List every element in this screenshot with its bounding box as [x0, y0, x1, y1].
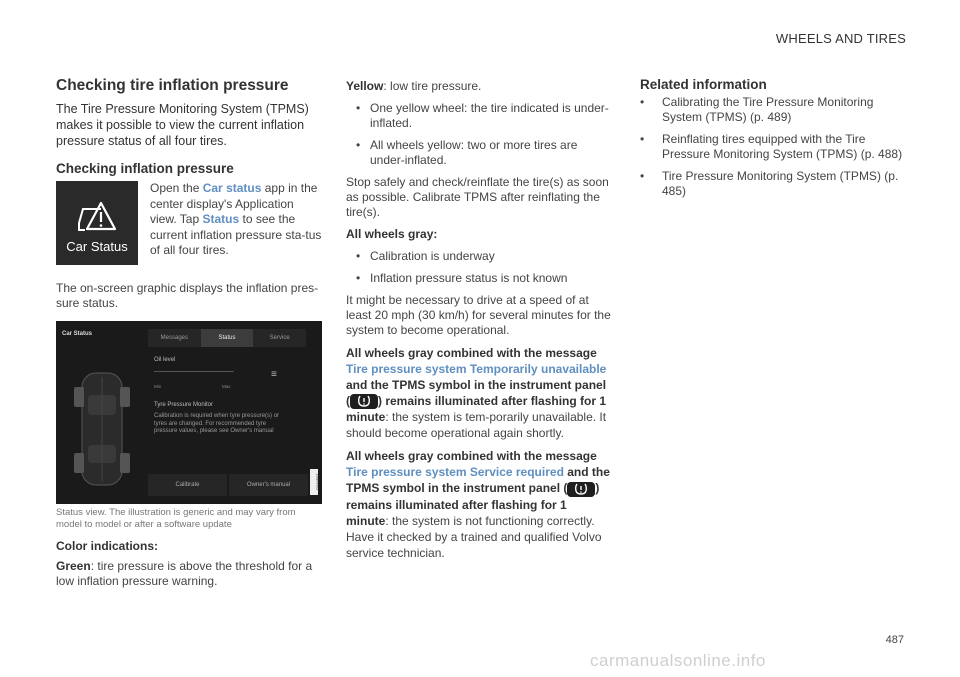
warning-car-icon — [75, 197, 119, 237]
text-end: to see the current inflation pressure sta-tus of all four tires. — [150, 212, 322, 257]
list-item — [346, 138, 612, 168]
yellow-indication — [346, 79, 612, 94]
msg1-end: ) remains illuminated after flashing for 1 minute — [346, 394, 607, 425]
related-information-heading: Related information — [640, 77, 767, 92]
car-status-app-icon — [56, 181, 138, 265]
section-header: WHEELS AND TIRES — [775, 31, 906, 46]
msg2-explanation: : the system is not functioning correctly. Have it checked by a trained and qualified Volvo service technician. — [346, 513, 602, 560]
msg1-intro: All wheels gray combined with the message — [346, 346, 597, 360]
bullet-icon: • — [356, 271, 361, 285]
service-required-keyword: Tire pressure system Service required — [346, 465, 564, 480]
oil-gauge — [154, 371, 234, 372]
text-mid: app in the center display's Application view. Tap — [150, 181, 318, 226]
screen-title: Car Status — [62, 331, 93, 337]
tpms-title: Tyre Pressure Monitor — [154, 402, 214, 408]
bullet-text: All wheels yellow: two or more tires are under-inflated. — [370, 138, 578, 167]
gauge-min: Min — [154, 384, 162, 389]
green-label: Green — [56, 559, 91, 573]
tpms-symbol-icon — [350, 394, 378, 409]
oil-level-label: Oil level — [154, 357, 176, 363]
related-link-text[interactable]: Calibrating the Tire Pressure Monitoring System (TPMS) (p. 489) — [662, 95, 874, 124]
page-title: Checking tire inflation pressure — [56, 77, 289, 94]
green-indication — [56, 559, 322, 589]
stop-safely-paragraph: Stop safely and check/reinflate the tire(s) as soon as possible. Calibrate TPMS after reinflating the tire(s). — [346, 175, 609, 219]
gauge-max: Max — [222, 384, 231, 389]
page-number: 487 — [885, 634, 904, 646]
bullet-icon: • — [356, 138, 361, 152]
car-topview-graphic — [62, 365, 142, 493]
related-link-text[interactable]: Tire Pressure Monitoring System (TPMS) (p. 485) — [662, 169, 899, 198]
intro-paragraph: The Tire Pressure Monitoring System (TPMS) makes it possible to view the current inflation pressure status of all four tires. — [56, 102, 309, 148]
related-link[interactable] — [640, 132, 906, 162]
column-left — [56, 77, 322, 596]
illustration-caption: Status view. The illustration is generic and may vary from model to model or after a software update — [56, 507, 296, 530]
bullet-text: Inflation pressure status is not known — [370, 271, 568, 285]
screen-tabs — [148, 329, 306, 347]
msg1-explanation: : the system is tem-porarily unavailable. It should become operational again shortly. — [346, 410, 607, 441]
drive-speed-paragraph: It might be necessary to drive at a speed of at least 20 mph (30 km/h) for several minutes for the system to become operational. — [346, 293, 611, 337]
oil-can-icon: ≡ — [271, 369, 277, 380]
app-icon-label: Car Status — [66, 239, 128, 254]
tpms-symbol-icon — [567, 482, 595, 497]
bullet-text: Calibration is underway — [370, 249, 495, 263]
app-instructions — [56, 181, 322, 265]
status-screen-illustration — [56, 321, 322, 504]
column-right — [640, 77, 906, 206]
screen-buttons — [148, 474, 308, 496]
tab-status: Status — [201, 329, 254, 347]
bullet-icon: • — [640, 132, 645, 146]
tpms-message: Calibration is required when tyre pressure(s) or tyres are changed. For recommended tyre pressure values, please see Owner's manual — [154, 413, 280, 434]
graphic-description: The on-screen graphic displays the inflation pres-sure status. — [56, 281, 319, 310]
temporarily-unavailable-keyword: Tire pressure system Temporarily unavailable — [346, 362, 607, 376]
column-middle — [346, 79, 612, 568]
car-status-keyword: Car status — [202, 181, 262, 195]
subheading-checking-inflation: Checking inflation pressure — [56, 161, 234, 176]
list-item — [346, 271, 612, 286]
watermark: carmanualsonline.info — [590, 651, 766, 670]
status-keyword: Status — [202, 212, 240, 226]
msg2-mid: and the TPMS symbol in the instrument panel ( — [346, 465, 610, 496]
tab-service: Service — [253, 329, 306, 347]
msg1-mid: and the TPMS symbol in the instrument panel ( — [346, 378, 607, 408]
related-link[interactable] — [640, 95, 906, 125]
gray-heading: All wheels gray: — [346, 227, 438, 241]
bullet-icon: • — [356, 101, 361, 115]
msg2-end: ) remains illuminated after flashing for 1 minute — [346, 481, 600, 528]
tab-messages: Messages — [148, 329, 201, 347]
bullet-text: One yellow wheel: the tire indicated is under-inflated. — [370, 101, 609, 130]
bullet-icon: • — [640, 169, 645, 183]
text-open: Open the — [150, 181, 203, 195]
bullet-icon: • — [356, 249, 361, 263]
yellow-label: Yellow — [346, 79, 384, 93]
list-item — [346, 249, 612, 264]
related-link-text[interactable]: Reinflating tires equipped with the Tire Pressure Monitoring System (TPMS) (p. 488) — [662, 132, 903, 161]
service-required-paragraph — [346, 448, 612, 560]
msg2-intro: All wheels gray combined with the message — [346, 449, 597, 464]
list-item — [346, 101, 612, 131]
temporarily-unavailable-paragraph — [346, 345, 612, 441]
related-link[interactable] — [640, 169, 906, 199]
green-text: : tire pressure is above the threshold for a low inflation pressure warning. — [56, 559, 313, 588]
color-indications-heading: Color indications: — [56, 539, 158, 553]
yellow-text: : low tire pressure. — [383, 79, 482, 93]
app-instructions-text — [150, 181, 322, 265]
owners-manual-button: Owner's manual — [229, 474, 308, 496]
illustration-code: G044507 — [310, 469, 318, 495]
calibrate-button: Calibrate — [148, 474, 227, 496]
bullet-icon: • — [640, 95, 645, 109]
